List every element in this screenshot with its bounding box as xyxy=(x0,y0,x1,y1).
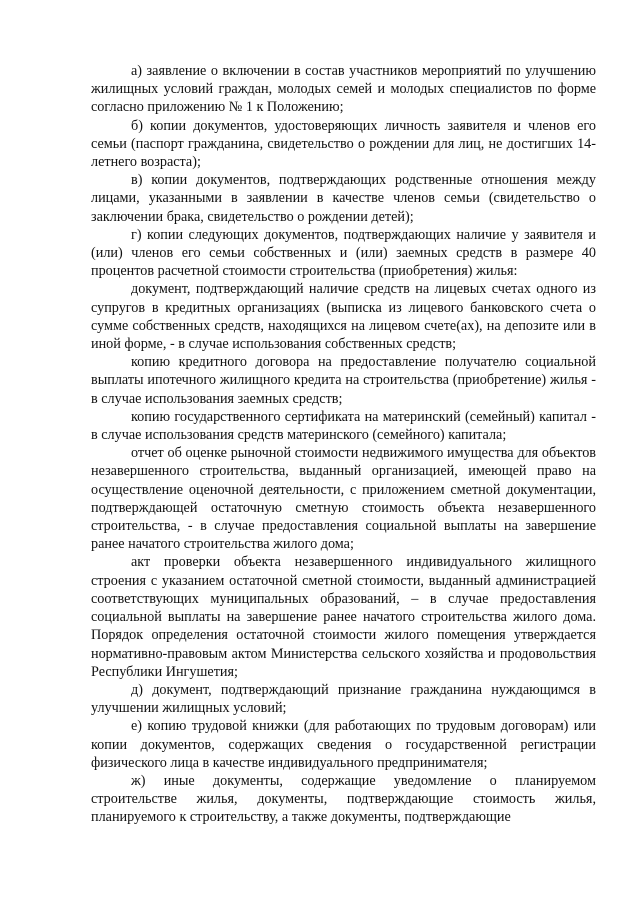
paragraph-e: е) копию трудовой книжки (для работающих по трудовым договорам) или копии документов, содержащих сведения о государственной регистрации физического лица в качестве индивидуального предпринимателя; xyxy=(91,718,596,771)
paragraph-a: а) заявление о включении в состав участников мероприятий по улучшению жилищных условий граждан, молодых семей и молодых специалистов по форме согласно приложению № 1 к Положению; xyxy=(91,63,596,116)
paragraph-b: б) копии документов, удостоверяющих личность заявителя и членов его семьи (паспорт гражданина, свидетельство о рождении для лиц, не достигших 14-летнего возраста); xyxy=(91,117,596,171)
paragraph-v: в) копии документов, подтверждающих родственные отношения между лицами, указанными в заявлении в качестве членов семьи (свидетельство о заключении брака, свидетельство о рождении детей); xyxy=(91,172,596,225)
paragraph-inspection-act: акт проверки объекта незавершенного индивидуального жилищного строения с указанием остаточной сметной стоимости, выданный администрацией соответствующих муниципальных образований, – в случае предоставления социальной выплаты на завершение ранее начатого строительства жилого дома. Порядок определения остаточной стоимости жилого помещения утверждается нормативно-правовым актом Министерства сельского хозяйства и продовольствия Республики Ингушетия; xyxy=(91,554,596,680)
paragraph-zh: ж) иные документы, содержащие уведомление о планируемом строительстве жилья, документы, подтверждающие стоимость жилья, планируемого к строительству, а также документы, подтверждающие xyxy=(91,772,596,826)
paragraph-d: д) документ, подтверждающий признание гражданина нуждающимся в улучшении жилищных условий; xyxy=(91,681,596,717)
paragraph-valuation-report: отчет об оценке рыночной стоимости недвижимого имущества для объектов незавершенного строительства, выданный организацией, имеющей право на осуществление оценочной деятельности, с приложением сметной документации, подтверждающей остаточную сметную стоимость объекта незавершенного строительства, - в случае предоставления социальной выплаты на завершение ранее начатого строительства жилого дома; xyxy=(91,445,596,553)
paragraph-maternity-capital: копию государственного сертификата на материнский (семейный) капитал - в случае использования средств материнского (семейного) капитала; xyxy=(91,408,596,444)
paragraph-bank-statement: документ, подтверждающий наличие средств на лицевых счетах одного из супругов в кредитных организациях (выписка из лицевого банковского счета о сумме собственных средств, находящихся на лицевом счете(ах), на депозите или в иной форме, - в случае использования собственных средств; xyxy=(91,281,596,353)
document-page xyxy=(91,62,596,827)
paragraph-g: г) копии следующих документов, подтверждающих наличие у заявителя и (или) членов его семьи собственных и (или) заемных средств в размере 40 процентов расчетной стоимости строительства (приобретения) жилья: xyxy=(91,226,596,280)
paragraph-credit-agreement: копию кредитного договора на предоставление получателю социальной выплаты ипотечного жилищного кредита на строительства (приобретение) жилья - в случае использования заемных средств; xyxy=(91,354,596,407)
